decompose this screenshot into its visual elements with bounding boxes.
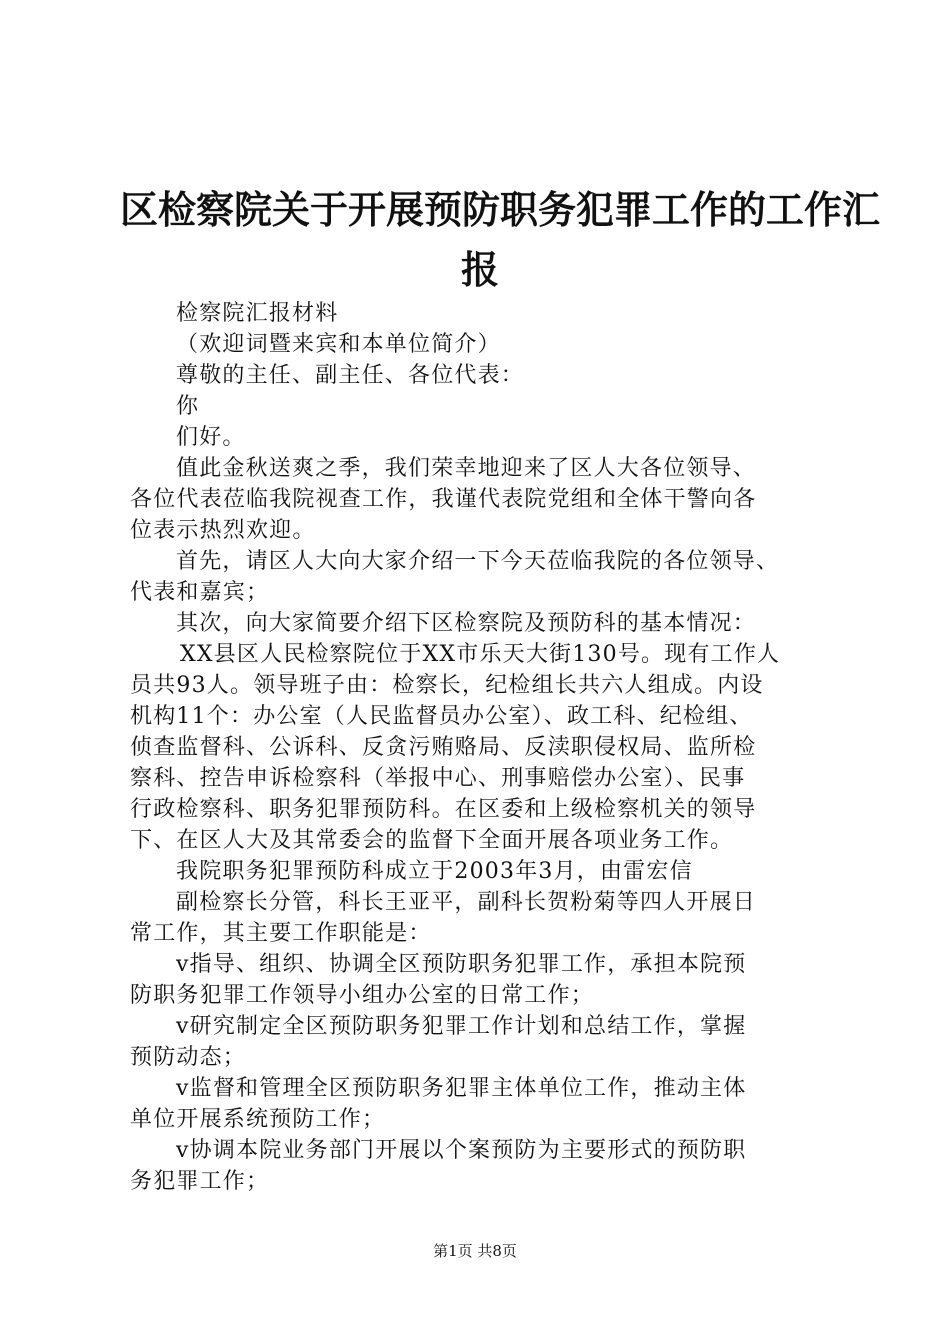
body-line: 预防动态；: [130, 1045, 247, 1070]
body-line: 副检察长分管，科长王亚平，副科长贺粉菊等四人开展日: [176, 890, 757, 915]
body-line: 防职务犯罪工作领导小组办公室的日常工作；: [130, 983, 595, 1008]
body-line: 我院职务犯罪预防科成立于2003年3月，由雷宏信: [176, 859, 693, 884]
body-line: （欢迎词暨来宾和本单位简介）: [176, 332, 501, 357]
body-line: 代表和嘉宾；: [130, 580, 270, 605]
body-line: 常工作，其主要工作职能是：: [130, 921, 432, 946]
body-line: 你: [176, 394, 200, 419]
document-body: [130, 298, 835, 1197]
body-line: v协调本院业务部门开展以个案预防为主要形式的预防职: [176, 1138, 747, 1163]
body-line: 值此金秋送爽之季，我们荣幸地迎来了区人大各位领导、: [176, 456, 757, 481]
body-line: 其次，向大家简要介绍下区检察院及预防科的基本情况：: [176, 611, 757, 636]
document-title-line-1: 区检察院关于开展预防职务犯罪工作的工作汇: [120, 188, 881, 232]
body-line: 务犯罪工作；: [130, 1169, 270, 1194]
page-footer: 第1页 共8页: [433, 1242, 517, 1260]
body-line: 单位开展系统预防工作；: [130, 1107, 386, 1132]
body-line: 员共93人。领导班子由：检察长，纪检组长共六人组成。内设: [130, 673, 764, 698]
body-line: 机构11个：办公室（人民监督员办公室）、政工科、纪检组、: [130, 704, 753, 729]
body-line: 行政检察科、职务犯罪预防科。在区委和上级检察机关的领导: [130, 797, 757, 822]
body-line: XX县区人民检察院位于XX市乐天大街130号。现有工作人: [180, 642, 781, 667]
body-line: v研究制定全区预防职务犯罪工作计划和总结工作，掌握: [176, 1014, 747, 1039]
body-line: v指导、组织、协调全区预防职务犯罪工作，承担本院预: [176, 952, 747, 977]
body-line: 尊敬的主任、副主任、各位代表：: [176, 363, 525, 388]
body-line: 检察院汇报材料: [176, 301, 339, 326]
body-line: 侦查监督科、公诉科、反贪污贿赂局、反渎职侵权局、监所检: [130, 735, 757, 760]
body-line: 下、在区人大及其常委会的监督下全面开展各项业务工作。: [130, 828, 734, 853]
body-line: 察科、控告申诉检察科（举报中心、刑事赔偿办公室）、民事: [130, 766, 746, 791]
body-line: v监督和管理全区预防职务犯罪主体单位工作，推动主体: [176, 1076, 747, 1101]
body-line: 各位代表莅临我院视查工作，我谨代表院党组和全体干警向各: [130, 487, 757, 512]
body-line: 首先，请区人大向大家介绍一下今天莅临我院的各位领导、: [176, 549, 780, 574]
body-line: 们好。: [176, 425, 246, 450]
document-title-line-2: 报: [460, 248, 499, 292]
body-line: 位表示热烈欢迎。: [130, 518, 316, 543]
